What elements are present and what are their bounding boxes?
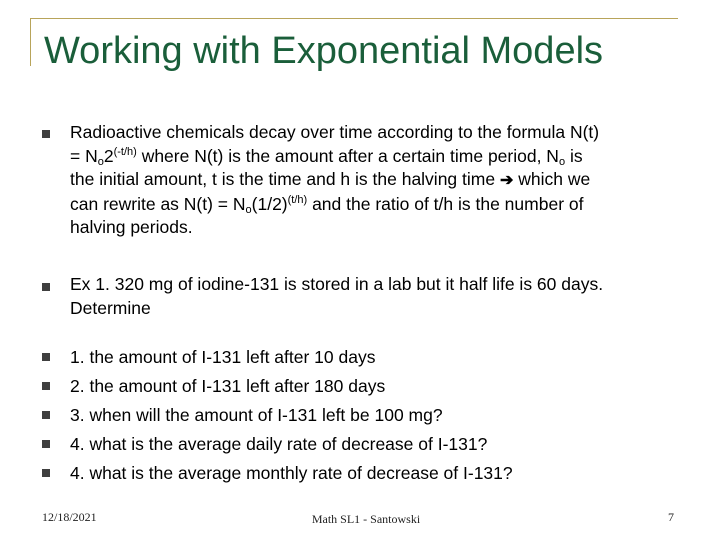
- title-frame-left-line: [30, 18, 31, 66]
- example-paragraph: [70, 273, 682, 320]
- right-arrow-icon: ➔: [499, 172, 514, 189]
- question-item: 1. the amount of I-131 left after 10 days: [70, 347, 376, 367]
- subscript: o: [97, 155, 104, 168]
- footer-course: Math SL1 - Santowski: [311, 512, 421, 526]
- subscript: o: [245, 203, 252, 216]
- bullet-icon: [42, 283, 50, 291]
- slide-title: Working with Exponential Models: [44, 30, 604, 72]
- formula-line-4: [70, 193, 682, 217]
- text-run: which we: [513, 169, 591, 189]
- question-item: 2. the amount of I-131 left after 180 days: [70, 376, 386, 396]
- bullet-icon: [42, 382, 50, 390]
- formula-line-3: [70, 168, 682, 193]
- text-run: the initial amount, t is the time and h is the halving time: [70, 169, 500, 189]
- text-run: 2: [103, 145, 114, 166]
- text-run: (1/2): [251, 193, 288, 214]
- text-run: where N(t) is the amount after a certain time period, N: [136, 145, 559, 166]
- example-line-1: Ex 1. 320 mg of iodine-131 is stored in a lab but it half life is 60 days.: [70, 274, 604, 294]
- page-number: 7: [668, 510, 674, 524]
- superscript: (t/h): [287, 193, 308, 206]
- question-item: 3. when will the amount of I-131 left be 100 mg?: [70, 405, 443, 425]
- bullet-icon: [42, 353, 50, 361]
- bullet-icon: [42, 440, 50, 448]
- question-item: 4. what is the average monthly rate of decrease of I-131?: [70, 463, 513, 483]
- text-run: = N: [70, 145, 98, 166]
- subscript: o: [558, 155, 566, 168]
- formula-line-2: [70, 145, 682, 169]
- bullet-icon: [42, 469, 50, 477]
- formula-paragraph: [70, 121, 682, 240]
- text-run: and the ratio of t/h is the number of: [307, 193, 584, 214]
- example-line-2: Determine: [70, 297, 151, 318]
- formula-line-5: halving periods.: [70, 217, 193, 237]
- formula-line-1: Radioactive chemicals decay over time according to the formula N(t): [70, 122, 600, 142]
- bullet-icon: [42, 411, 50, 419]
- footer-date: 12/18/2021: [42, 510, 97, 524]
- superscript: (-t/h): [113, 145, 137, 158]
- text-run: can rewrite as N(t) = N: [70, 193, 246, 214]
- text-run: is: [565, 145, 583, 166]
- bullet-icon: [42, 130, 50, 138]
- question-item: 4. what is the average daily rate of decrease of I-131?: [70, 434, 488, 454]
- title-frame-top-line: [30, 18, 678, 19]
